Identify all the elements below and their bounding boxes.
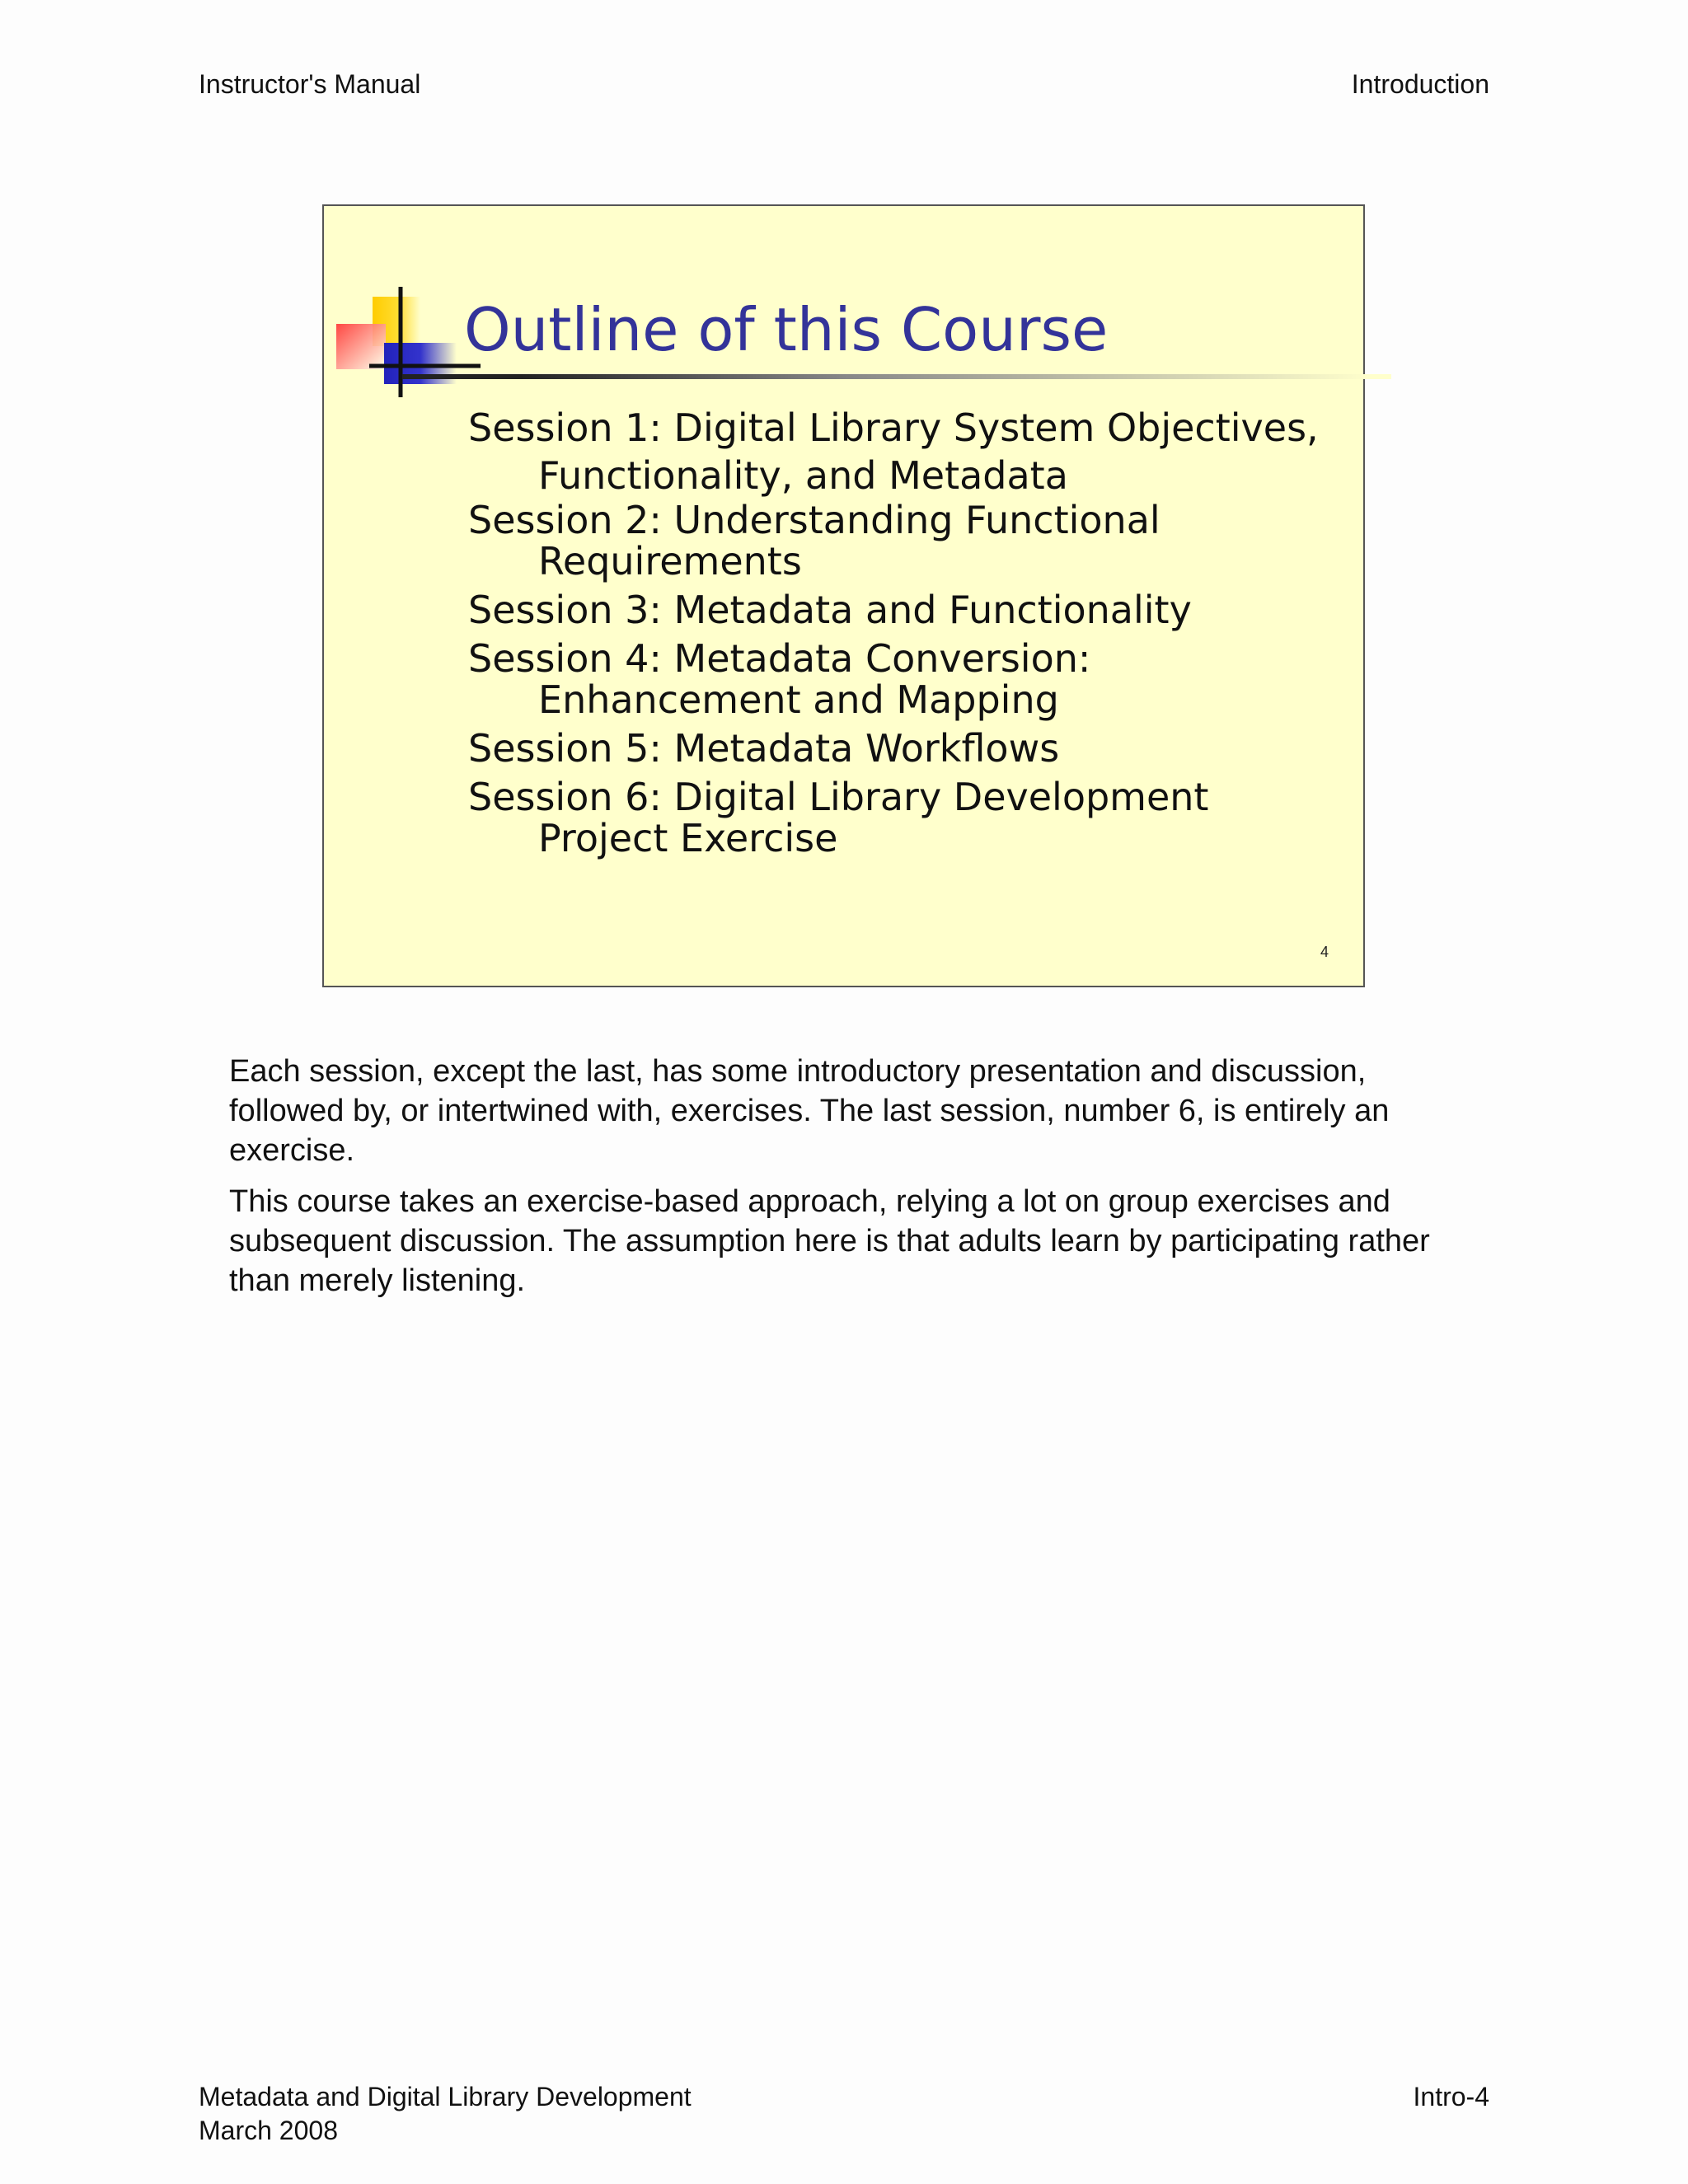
- header-manual-title: Instructor's Manual: [199, 69, 421, 99]
- title-underline: [402, 374, 1391, 379]
- session-item: Session 2: Understanding Functional Requirements: [468, 498, 1160, 583]
- session-item: Session 5: Metadata Workflows: [468, 726, 1060, 771]
- footer-course-info: [199, 2080, 692, 2148]
- session-item: Session 4: Metadata Conversion: Enhancement and Mapping: [468, 636, 1091, 722]
- slide-title: Outline of this Course: [464, 295, 1109, 364]
- footer-page-number: Intro-4: [1413, 2082, 1489, 2111]
- body-paragraph: This course takes an exercise-based approach, relying a lot on group exercises and subsequent discussion. The assumption here is that adults learn by participating rather than merely listening.: [229, 1184, 1430, 1298]
- footer-course-title: Metadata and Digital Library Development: [199, 2082, 692, 2111]
- footer-date: March 2008: [199, 2116, 338, 2145]
- body-text: [229, 1052, 1482, 1312]
- body-paragraph: Each session, except the last, has some introductory presentation and discussion, followed by, or intertwined with, exercises. The last session, number 6, is entirely an exercise.: [229, 1054, 1390, 1168]
- session-item: Session 1: Digital Library System Objectives, Functionality, and Metadata: [468, 405, 1319, 498]
- slide-image: [322, 204, 1365, 987]
- color-squares-crosshair-icon: [336, 280, 481, 404]
- session-item: Session 6: Digital Library Development Project Exercise: [468, 775, 1209, 860]
- session-list: [468, 404, 1342, 866]
- session-item: Session 3: Metadata and Functionality: [468, 588, 1192, 632]
- header-section-title: Introduction: [1351, 69, 1489, 99]
- slide-page-number: 4: [1320, 944, 1329, 960]
